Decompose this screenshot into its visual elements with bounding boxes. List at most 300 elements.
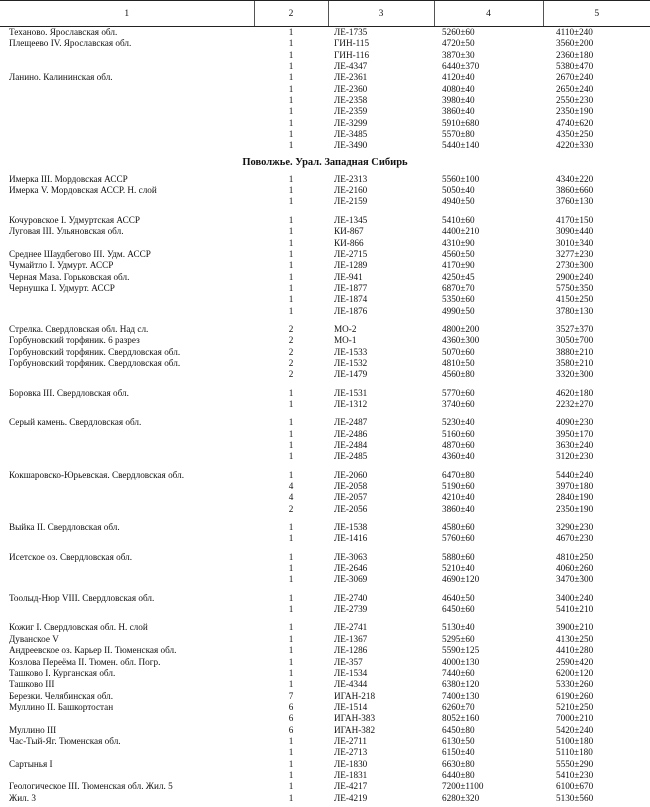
count-cell: 1 [288, 667, 294, 678]
calibrated-age-cell: 4620±180 [556, 387, 594, 398]
site-name-cell: Имерка V. Мордовская АССР. Н. слой [9, 185, 157, 196]
radiocarbon-age-cell: 6630±80 [442, 758, 475, 769]
radiocarbon-age-cell: 5070±60 [442, 346, 475, 357]
radiocarbon-age-cell: 4120±40 [442, 72, 475, 83]
table-row [0, 38, 650, 49]
radiocarbon-age-cell: 4310±90 [442, 237, 475, 248]
lab-index-cell: ЛЕ-2358 [334, 95, 368, 106]
lab-index-cell: ЛЕ-3485 [334, 129, 368, 140]
column-header: 2 [254, 1, 328, 27]
calibrated-age-cell: 4740±620 [556, 117, 594, 128]
count-cell: 1 [288, 185, 294, 196]
calibrated-age-cell: 3760±130 [556, 196, 594, 207]
row-spacer [0, 317, 650, 324]
radiocarbon-age-cell: 3980±40 [442, 95, 475, 106]
site-name-cell: Луговая III. Ульяновская обл. [9, 226, 124, 237]
calibrated-age-cell: 4060±260 [556, 563, 594, 574]
site-name-cell: Березки. Челябинская обл. [9, 690, 114, 701]
calibrated-age-cell: 6190±260 [556, 690, 594, 701]
table-row [0, 369, 650, 380]
lab-index-cell: ИГАН-382 [334, 724, 376, 735]
lab-index-cell: ЛЕ-2360 [334, 83, 368, 94]
lab-index-cell: ЛЕ-2485 [334, 451, 368, 462]
table-row [0, 574, 650, 585]
table-row [0, 759, 650, 770]
site-name-cell [0, 481, 254, 492]
radiocarbon-age-cell: 3860±40 [442, 503, 475, 514]
lab-index-cell: ЛЕ-1286 [334, 645, 368, 656]
table-row [0, 215, 650, 226]
radiocarbon-age-cell: 5440±140 [442, 140, 480, 151]
table-row [0, 174, 650, 185]
lab-index-cell: ЛЕ-2359 [334, 106, 368, 117]
site-name-cell: Кокшаровско-Юрьевская. Свердловская обл. [9, 469, 184, 480]
table-body-upper [0, 27, 650, 152]
table-row [0, 552, 650, 563]
calibrated-age-cell: 3527±370 [556, 323, 594, 334]
count-cell: 1 [288, 440, 294, 450]
radiocarbon-age-cell: 4560±80 [442, 369, 475, 380]
table-row [0, 563, 650, 574]
calibrated-age-cell: 5440±240 [556, 469, 594, 480]
table-row [0, 306, 650, 317]
lab-index-cell: ЛЕ-1877 [334, 282, 368, 293]
table-row [0, 429, 650, 440]
table-row [0, 668, 650, 679]
site-name-cell [0, 95, 254, 106]
calibrated-age-cell: 4170±150 [556, 214, 594, 225]
count-cell: 1 [288, 106, 294, 117]
site-name-cell: Стрелка. Свердловская обл. Над сл. [9, 323, 149, 334]
site-name-cell: Жил. 3 [9, 792, 36, 803]
table-row [0, 260, 650, 271]
calibrated-age-cell: 6100±670 [556, 781, 594, 792]
table-row [0, 470, 650, 481]
count-cell: 6 [288, 701, 294, 712]
calibrated-age-cell: 5380±470 [556, 61, 594, 72]
lab-index-cell: ЛЕ-2713 [334, 747, 368, 758]
table-row [0, 50, 650, 61]
site-name-cell [0, 140, 254, 151]
site-name-cell [0, 492, 254, 503]
calibrated-age-cell: 4220±330 [556, 140, 594, 151]
site-name-cell: Муллино III [9, 724, 57, 735]
lab-index-cell: ЛЕ-2056 [334, 503, 368, 514]
calibrated-age-cell: 5410±210 [556, 604, 594, 615]
table-row [0, 294, 650, 305]
site-name-cell: Дуванское V [9, 633, 59, 644]
count-cell: 1 [288, 417, 294, 428]
site-name-cell [0, 451, 254, 462]
table-row [0, 781, 650, 792]
radiocarbon-age-cell: 4250±45 [442, 271, 475, 282]
lab-index-cell: ЛЕ-4344 [334, 679, 368, 690]
lab-index-cell: ЛЕ-1514 [334, 701, 368, 712]
count-cell: 2 [288, 369, 294, 380]
site-name-cell [0, 61, 254, 72]
site-name-cell [0, 713, 254, 724]
site-name-cell: Ташково III [9, 679, 55, 690]
table-row [0, 129, 650, 140]
radiocarbon-age-cell: 7200±1100 [442, 781, 484, 792]
section-heading: Поволжье. Урал. Западная Сибирь [242, 157, 408, 169]
radiocarbon-age-cell: 4940±50 [442, 196, 475, 207]
site-name-cell: Имерка III. Мордовская АССР [9, 173, 128, 184]
table-row [0, 793, 650, 804]
lab-index-cell: МО-1 [334, 335, 357, 346]
count-cell: 1 [288, 551, 294, 562]
table-row [0, 185, 650, 196]
lab-index-cell: ЛЕ-1876 [334, 305, 368, 316]
calibrated-age-cell: 3277±230 [556, 248, 594, 259]
lab-index-cell: ЛЕ-1312 [334, 398, 368, 409]
table-row [0, 440, 650, 451]
lab-index-cell: ЛЕ-1479 [334, 369, 368, 380]
radiocarbon-age-cell: 4640±50 [442, 592, 475, 603]
count-cell: 1 [288, 214, 294, 225]
calibrated-age-cell: 3050±700 [556, 335, 594, 346]
site-name-cell: Выйка II. Свердловская обл. [9, 522, 120, 533]
calibrated-age-cell: 3580±210 [556, 357, 594, 368]
lab-index-cell: ЛЕ-1533 [334, 346, 368, 357]
table-row [0, 27, 650, 39]
count-cell: 1 [288, 72, 294, 83]
table-row [0, 283, 650, 294]
column-header: 3 [328, 1, 434, 27]
table-row [0, 324, 650, 335]
site-name-cell [0, 533, 254, 544]
calibrated-age-cell: 6200±120 [556, 667, 594, 678]
lab-index-cell: ЛЕ-3490 [334, 140, 368, 151]
lab-index-cell: КИ-867 [334, 226, 364, 237]
site-name-cell: Кочуровское I. Удмуртская АССР [9, 214, 140, 225]
radiocarbon-age-cell: 6440±80 [442, 769, 475, 780]
count-cell: 2 [288, 357, 294, 368]
calibrated-age-cell: 4810±250 [556, 551, 594, 562]
lab-index-cell: ЛЕ-1345 [334, 214, 368, 225]
radiocarbon-age-cell: 5770±60 [442, 387, 475, 398]
count-cell: 1 [288, 196, 294, 207]
lab-index-cell: ЛЕ-2361 [334, 72, 368, 83]
lab-index-cell: ГИН-115 [334, 38, 370, 49]
count-cell: 1 [288, 237, 294, 248]
table-row [0, 417, 650, 428]
site-name-cell: Среднее Шаудбегово III. Удм. АССР [9, 248, 151, 259]
radiocarbon-age-cell: 4360±40 [442, 451, 475, 462]
count-cell: 1 [288, 226, 294, 237]
site-name-cell [0, 238, 254, 249]
calibrated-age-cell: 2900±240 [556, 271, 594, 282]
count-cell: 6 [288, 724, 294, 735]
lab-index-cell: ЛЕ-2484 [334, 440, 368, 450]
count-cell: 1 [288, 769, 294, 780]
column-header: 5 [543, 1, 650, 27]
column-header: 4 [434, 1, 543, 27]
count-cell: 2 [288, 335, 294, 346]
lab-index-cell: ЛЕ-3069 [334, 574, 368, 585]
lab-index-cell: ЛЕ-2739 [334, 604, 368, 615]
calibrated-age-cell: 2650±240 [556, 83, 594, 94]
site-name-cell: Чумайтло I. Удмурт. АССР [9, 260, 114, 271]
calibrated-age-cell: 4130±250 [556, 633, 594, 644]
radiocarbon-age-cell: 5350±60 [442, 294, 475, 305]
site-name-cell: Ланино. Калининская обл. [9, 72, 113, 83]
calibrated-age-cell: 3120±230 [556, 451, 594, 462]
count-cell: 1 [288, 173, 294, 184]
site-name-cell [0, 106, 254, 117]
table-row [0, 196, 650, 207]
calibrated-age-cell: 3470±300 [556, 574, 594, 585]
count-cell: 1 [288, 398, 294, 409]
calibrated-age-cell: 3560±200 [556, 38, 594, 49]
radiocarbon-age-cell: 5560±100 [442, 173, 480, 184]
calibrated-age-cell: 4090±230 [556, 417, 594, 428]
column-header: 1 [0, 1, 254, 27]
count-cell: 1 [288, 38, 294, 49]
lab-index-cell: ЛЕ-1534 [334, 667, 368, 678]
count-cell: 1 [288, 592, 294, 603]
radiocarbon-age-cell: 5570±80 [442, 129, 475, 140]
site-name-cell [0, 770, 254, 781]
table-header [0, 1, 650, 27]
radiocarbon-age-cell: 4360±300 [442, 335, 480, 346]
table-row [0, 140, 650, 151]
table-row [0, 238, 650, 249]
calibrated-age-cell: 4670±230 [556, 533, 594, 544]
radiocarbon-age-cell: 4720±50 [442, 38, 475, 49]
count-cell: 7 [288, 690, 294, 701]
calibrated-age-cell: 2730±300 [556, 260, 594, 271]
radiocarbon-age-cell: 4580±60 [442, 522, 475, 533]
calibrated-age-cell: 3320±300 [556, 369, 594, 380]
table-row [0, 657, 650, 668]
calibrated-age-cell: 3010±340 [556, 237, 594, 248]
radiocarbon-age-cell: 5910±680 [442, 117, 480, 128]
table-row [0, 747, 650, 758]
calibrated-age-cell: 2360±180 [556, 49, 594, 60]
radiocarbon-age-cell: 3860±40 [442, 106, 475, 117]
table-row [0, 481, 650, 492]
lab-index-cell: ЛЕ-2486 [334, 428, 368, 439]
lab-index-cell: ЛЕ-2060 [334, 469, 368, 480]
count-cell: 1 [288, 129, 294, 140]
site-name-cell [0, 747, 254, 758]
lab-index-cell: ЛЕ-1416 [334, 533, 368, 544]
radiocarbon-age-cell: 6130±50 [442, 735, 475, 746]
table-row [0, 399, 650, 410]
site-name-cell [0, 369, 254, 380]
count-cell: 1 [288, 260, 294, 271]
row-spacer [0, 545, 650, 552]
lab-index-cell: ЛЕ-1367 [334, 633, 368, 644]
lab-index-cell: ЛЕ-2058 [334, 481, 368, 492]
lab-index-cell: ЛЕ-2160 [334, 185, 368, 196]
lab-index-cell: ГИН-116 [334, 49, 370, 60]
table-row [0, 593, 650, 604]
radiocarbon-age-cell: 5410±60 [442, 214, 475, 225]
lab-index-cell: ЛЕ-2741 [334, 622, 368, 633]
count-cell: 1 [288, 758, 294, 769]
radiocarbon-age-cell: 6450±60 [442, 604, 475, 615]
radiocarbon-age-cell: 4400±210 [442, 226, 480, 237]
table-row [0, 347, 650, 358]
calibrated-age-cell: 5410±230 [556, 769, 594, 780]
lab-index-cell: ЛЕ-1735 [334, 27, 368, 37]
lab-index-cell: ЛЕ-1531 [334, 387, 368, 398]
table-row [0, 118, 650, 129]
radiocarbon-age-cell: 6470±80 [442, 469, 475, 480]
calibrated-age-cell: 2590±420 [556, 656, 594, 667]
table-row [0, 634, 650, 645]
count-cell: 1 [288, 294, 294, 305]
site-name-cell: Кожиг I. Свердловская обл. Н. слой [9, 622, 148, 633]
count-cell: 4 [288, 481, 294, 492]
lab-index-cell: ЛЕ-1830 [334, 758, 368, 769]
table-row [0, 249, 650, 260]
count-cell: 1 [288, 469, 294, 480]
site-name-cell [0, 196, 254, 207]
site-name-cell [0, 399, 254, 410]
radiocarbon-age-cell: 5130±40 [442, 622, 475, 633]
site-name-cell [0, 504, 254, 515]
radiocarbon-age-cell: 5210±40 [442, 563, 475, 574]
count-cell: 2 [288, 503, 294, 514]
radiocarbon-age-cell: 6450±80 [442, 724, 475, 735]
radiocarbon-age-cell: 6440±370 [442, 61, 480, 72]
lab-index-cell: ЛЕ-1874 [334, 294, 368, 305]
count-cell: 1 [288, 140, 294, 151]
calibrated-age-cell: 5750±350 [556, 282, 594, 293]
table-row [0, 61, 650, 72]
calibrated-age-cell: 2350±190 [556, 503, 594, 514]
radiocarbon-age-cell: 4800±200 [442, 323, 480, 334]
calibrated-age-cell: 5550±290 [556, 758, 594, 769]
site-name-cell: Горбуновский торфяник. Свердловская обл. [9, 346, 181, 357]
lab-index-cell: ЛЕ-2057 [334, 492, 368, 503]
radiocarbon-age-cell: 6870±70 [442, 282, 475, 293]
lab-index-cell: ЛЕ-2740 [334, 592, 368, 603]
table-row [0, 622, 650, 633]
radiocarbon-age-cell: 4990±50 [442, 305, 475, 316]
lab-index-cell: ЛЕ-3063 [334, 551, 368, 562]
calibrated-age-cell: 4110±240 [556, 27, 593, 37]
count-cell: 1 [288, 387, 294, 398]
calibrated-age-cell: 3950±170 [556, 428, 594, 439]
count-cell: 1 [288, 792, 294, 803]
row-spacer [0, 586, 650, 593]
count-cell: 1 [288, 95, 294, 106]
site-name-cell: Чернушка I. Удмурт. АССР [9, 282, 115, 293]
count-cell: 1 [288, 604, 294, 615]
calibrated-age-cell: 3630±240 [556, 440, 594, 450]
radiocarbon-age-cell: 5160±60 [442, 428, 475, 439]
count-cell: 1 [288, 533, 294, 544]
calibrated-age-cell: 5130±560 [556, 792, 594, 803]
lab-index-cell: ЛЕ-4347 [334, 61, 368, 72]
lab-index-cell: ЛЕ-1532 [334, 357, 368, 368]
table-row [0, 725, 650, 736]
table-row [0, 272, 650, 283]
count-cell: 1 [288, 271, 294, 282]
site-name-cell [0, 129, 254, 140]
radiocarbon-age-cell: 6280±320 [442, 792, 480, 803]
site-name-cell [0, 84, 254, 95]
radiocarbon-age-cell: 6380±120 [442, 679, 480, 690]
count-cell: 6 [288, 713, 294, 724]
table-row [0, 604, 650, 615]
calibrated-age-cell: 2350±190 [556, 106, 594, 117]
count-cell: 2 [288, 323, 294, 334]
radiocarbon-age-cell: 5295±60 [442, 633, 475, 644]
count-cell: 1 [288, 117, 294, 128]
lab-index-cell: ЛЕ-1289 [334, 260, 368, 271]
row-spacer [0, 463, 650, 470]
table-row [0, 95, 650, 106]
lab-index-cell: КИ-866 [334, 237, 364, 248]
table-row [0, 226, 650, 237]
count-cell: 2 [288, 346, 294, 357]
radiocarbon-age-cell: 7400±130 [442, 690, 480, 701]
count-cell: 1 [288, 735, 294, 746]
calibrated-age-cell: 5210±250 [556, 701, 594, 712]
table-row [0, 770, 650, 781]
count-cell: 1 [288, 27, 294, 37]
lab-index-cell: ЛЕ-4219 [334, 792, 368, 803]
count-cell: 1 [288, 563, 294, 574]
radiocarbon-age-cell: 6150±40 [442, 747, 475, 758]
lab-index-cell: ЛЕ-3299 [334, 117, 368, 128]
lab-index-cell: ЛЕ-1831 [334, 769, 368, 780]
table-row [0, 72, 650, 83]
table-row [0, 388, 650, 399]
table-row [0, 679, 650, 690]
radiocarbon-age-cell: 4690±120 [442, 574, 480, 585]
radiocarbon-age-cell: 4870±60 [442, 440, 475, 450]
site-name-cell: Серый камень. Свердловская обл. [9, 417, 142, 428]
lab-index-cell: ЛЕ-2313 [334, 173, 368, 184]
site-name-cell: Черная Маза. Горьковская обл. [9, 271, 130, 282]
lab-index-cell: ЛЕ-941 [334, 271, 363, 282]
radiocarbon-age-cell: 5760±60 [442, 533, 475, 544]
site-name-cell [0, 50, 254, 61]
count-cell: 1 [288, 656, 294, 667]
table-row [0, 84, 650, 95]
table-row [0, 645, 650, 656]
row-spacer [0, 208, 650, 215]
site-name-cell [0, 604, 254, 615]
calibrated-age-cell: 4150±250 [556, 294, 594, 305]
lab-index-cell: ЛЕ-2646 [334, 563, 368, 574]
table-row [0, 335, 650, 346]
lab-index-cell: ЛЕ-1538 [334, 522, 368, 533]
radiocarbon-age-cell: 5260±60 [442, 27, 475, 37]
count-cell: 1 [288, 747, 294, 758]
site-name-cell: Сартынья I [9, 758, 53, 769]
calibrated-age-cell: 5100±180 [556, 735, 594, 746]
calibrated-age-cell: 3860±660 [556, 185, 594, 196]
radiocarbon-age-cell: 3870±30 [442, 49, 475, 60]
site-name-cell: Горбуновский торфяник. 6 разрез [9, 335, 140, 346]
site-name-cell: Геологическое III. Тюменская обл. Жил. 5 [9, 781, 173, 792]
radiocarbon-age-cell: 8052±160 [442, 713, 480, 724]
lab-index-cell: ЛЕ-2715 [334, 248, 368, 259]
lab-index-cell: ЛЕ-357 [334, 656, 363, 667]
site-name-cell: Исетское оз. Свердловская обл. [9, 551, 133, 562]
table-row [0, 702, 650, 713]
count-cell: 1 [288, 282, 294, 293]
count-cell: 1 [288, 781, 294, 792]
calibrated-age-cell: 3090±440 [556, 226, 594, 237]
